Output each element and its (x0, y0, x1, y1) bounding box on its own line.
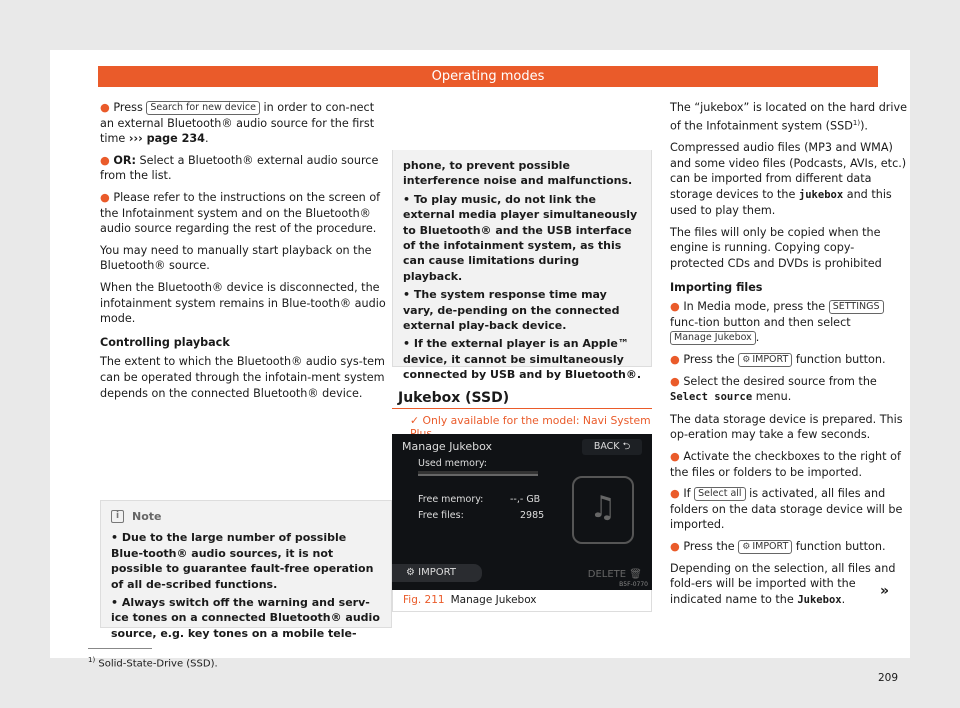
manual-page (50, 50, 910, 684)
bullet-icon: ● (100, 101, 110, 114)
paragraph: Compressed audio files (MP3 and WMA) and some video files (Podcasts, AVIs, etc.) can be imported from different data storage devices to the jukebox and this used to play them. (670, 140, 907, 218)
availability-note: ✓ Only available for the model: Navi System (410, 414, 651, 427)
memory-bar (418, 471, 538, 476)
note-item: • Due to the large number of possible Blue-tooth® audio sources, it is not possible to guarantee fault-free operation of all de-scribed functions. (111, 531, 374, 591)
column-3 (670, 100, 908, 614)
footnote: $^{1)}$ Solid-State-Drive (SSD). (88, 656, 218, 670)
page-number: 209 (877, 672, 898, 684)
paragraph: The files will only be copied when the engine is running. Copying copy-protected CDs and DVDs is prohibited (670, 225, 882, 271)
search-new-device-button: Search for new device (146, 101, 260, 115)
footnote-rule (88, 648, 152, 649)
import-button: ⚙ IMPORT (738, 353, 792, 367)
back-button: BACK ⮌ (582, 439, 642, 455)
bullet-icon: ● (670, 353, 680, 367)
section-header: Operating modes (98, 66, 878, 87)
manage-jukebox-button: Manage Jukebox (670, 331, 756, 345)
paragraph: You may need to manually start playback on the Bluetooth® source. (100, 243, 372, 273)
column-1 (100, 100, 390, 407)
note-item: • If the external player is an Apple™ device, it cannot be simultaneously connected by USB and by Bluetooth®. (403, 337, 642, 382)
figure-code: B5F-0770 (619, 581, 648, 588)
note-box (100, 500, 392, 640)
back-arrow-icon: ⮌ (622, 441, 631, 452)
paragraph: The “jukebox” is located on the hard drive of the Infotainment system (SSD$^{1)}$). (670, 101, 908, 133)
used-memory-label: Used memory: (418, 458, 488, 469)
step-import: ● Press the ⚙ IMPORT function button. (670, 353, 886, 367)
gear-icon: ⚙ (742, 541, 751, 552)
trash-icon: 🗑 (629, 569, 642, 580)
paragraph: When the Bluetooth® device is disconnected, the infotainment system remains in Blue-tooth® audio mode. (100, 280, 386, 326)
note-continuation: phone, to prevent possible interference noise and malfunctions. (403, 159, 633, 188)
divider (392, 408, 652, 409)
bullet-icon: ● (670, 300, 680, 314)
section-title: Jukebox (SSD) (398, 390, 510, 406)
delete-screen-button: DELETE 🗑 (587, 569, 642, 580)
paragraph: Depending on the selection, all files and fold-ers will be imported with the indicated name to the Jukebox. (670, 561, 896, 606)
import-button: ⚙ IMPORT (738, 540, 792, 554)
bullet-icon: ● (670, 450, 680, 464)
free-memory-label: Free memory: (418, 494, 484, 505)
bullet-icon: ● (670, 374, 680, 388)
step-settings: ● In Media mode, press the SETTINGS func-tion button and then select Manage Jukebox . (670, 299, 908, 346)
subheading: Controlling playback (100, 335, 230, 349)
step-import-2: ● Press the ⚙ IMPORT function button. (670, 539, 886, 553)
step-checkboxes: ● Activate the checkboxes to the right of the files or folders to be imported. (670, 450, 901, 479)
figure-caption: Fig. 211 Manage Jukebox (392, 590, 652, 612)
gear-icon: ⚙ (742, 355, 751, 366)
subheading: Importing files (670, 280, 763, 294)
step-select-all: ● If Select all is activated, all files and folders on the data storage device will be imported. (670, 487, 903, 532)
free-memory-value: --,- GB (510, 494, 541, 505)
step-or: ● OR: Select a Bluetooth® external audio source from the list. (100, 153, 379, 183)
info-icon: i (111, 510, 124, 523)
note-title: Note (132, 510, 162, 523)
note-item: • The system response time may vary, de-pending on the connected external play-back device. (403, 288, 620, 333)
paragraph: The extent to which the Bluetooth® audio sys-tem can be operated through the infotain-ment system depends on the connected Bluetooth® device. (100, 355, 385, 400)
note-item: • Always switch off the warning and serv-ice tones on a connected Bluetooth® audio source, e.g. key tones on a mobile tele- (111, 596, 380, 640)
bullet-icon: ● (100, 190, 110, 204)
bullet-icon: ● (670, 487, 680, 501)
import-screen-button: ⚙ IMPORT (392, 564, 482, 582)
free-files-value: 2985 (520, 510, 545, 521)
screen-title: Manage Jukebox (402, 440, 493, 453)
step-source: ● Select the desired source from the Select source menu. (670, 374, 877, 404)
bullet-icon: ● (670, 539, 680, 553)
bullet-icon: ● (100, 153, 110, 167)
continue-icon: » (880, 583, 890, 599)
settings-button: SETTINGS (829, 300, 884, 314)
paragraph: The data storage device is prepared. This op-eration may take a few seconds. (670, 412, 903, 442)
note-box-continued (392, 150, 652, 382)
step-search: ● Press Search for new device in order to con-nect an external Bluetooth® audio source for the first time ››› page 234. (100, 101, 375, 146)
jukebox-screen (392, 434, 652, 590)
gear-icon: ⚙ (406, 567, 415, 578)
free-files-label: Free files: (418, 510, 464, 521)
page-reference[interactable]: ››› page 234 (128, 132, 205, 146)
note-item: • To play music, do not link the external media player simultaneously to Bluetooth® and the USB interface of the infotainment system, as this can cause limitations during playback. (403, 192, 638, 283)
step-instructions: ● Please refer to the instructions on the screen of the Infotainment system and on the Bluetooth® audio source regarding the rest of the procedure. (100, 190, 381, 236)
music-note-icon: ♫ (572, 476, 634, 544)
select-all-button: Select all (694, 487, 745, 501)
